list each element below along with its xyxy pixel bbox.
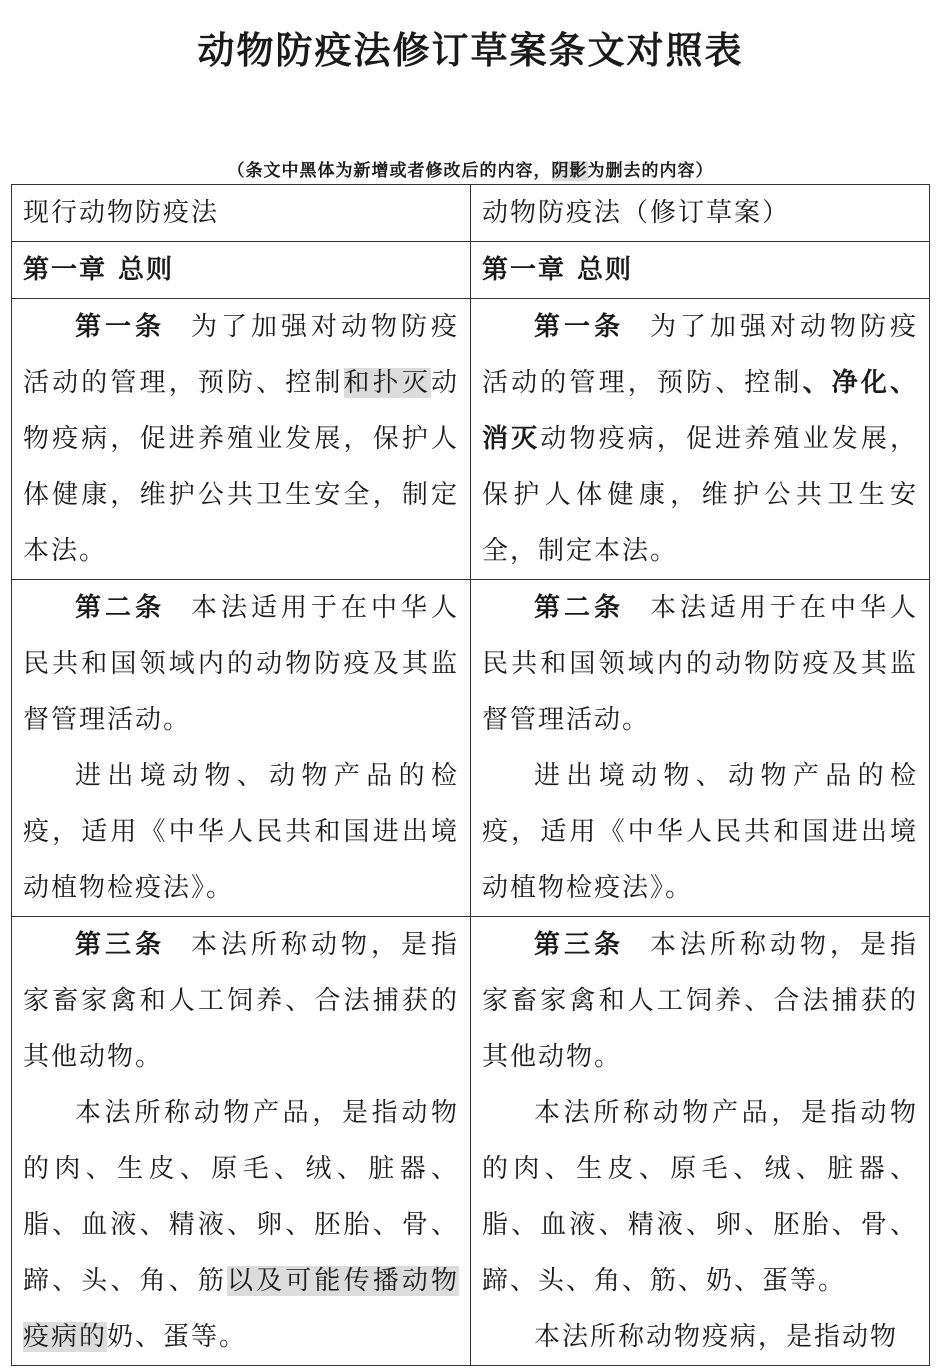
column-header-row <box>12 185 930 242</box>
article-2-draft-para-2: 进出境动物、动物产品的检疫，适用《中华人民共和国进出境动植物检疫法》。 <box>482 761 918 903</box>
article-3-draft-para-2: 本法所称动物产品，是指动物的肉、生皮、原毛、绒、脏器、脂、血液、精液、卵、胚胎、骨、蹄、头、角、筋、奶、蛋等。 <box>482 1098 918 1296</box>
comparison-table <box>11 184 930 1366</box>
article-2-draft-para-1 <box>482 580 918 748</box>
article-text: 本法所称动物，是指家畜家禽和人工饲养、合法捕获的其他动物。 <box>482 930 918 1072</box>
article-3-draft-para-1 <box>482 917 918 1085</box>
article-1-current <box>12 299 471 580</box>
article-label: 第二条 <box>75 593 165 623</box>
article-3-current-para-2 <box>23 1085 459 1365</box>
article-text: 为了加强对动物防疫活动的管理，预防、控制 <box>23 312 459 398</box>
article-text: 为了加强对动物防疫活动的管理，预防、控制 <box>482 312 918 398</box>
article-row-1 <box>12 299 930 580</box>
article-2-current-para-1 <box>23 580 459 748</box>
chapter-row <box>12 242 930 299</box>
article-row-3 <box>12 917 930 1366</box>
deleted-text: 和扑灭 <box>343 368 431 398</box>
article-text: 动物疫病，促进养殖业发展，保护人体健康，维护公共卫生安全，制定本法。 <box>23 368 459 566</box>
chapter-title-current: 第一章 总则 <box>12 242 471 299</box>
article-2-current-para-2: 进出境动物、动物产品的检疫，适用《中华人民共和国进出境动植物检疫法》。 <box>23 761 459 903</box>
article-3-current-para-1 <box>23 917 459 1085</box>
article-row-2 <box>12 580 930 917</box>
legend-note-shaded: 阴影 <box>551 161 588 181</box>
legend-note-start: （条文中黑体为新增或者修改后的内容， <box>227 161 552 181</box>
column-header-current: 现行动物防疫法 <box>12 185 471 242</box>
legend-note <box>0 156 941 181</box>
article-label: 第一条 <box>534 312 624 342</box>
article-3-draft-para-3: 本法所称动物疫病，是指动物 <box>534 1322 899 1352</box>
article-text: 本法所称动物，是指家畜家禽和人工饲养、合法捕获的其他动物。 <box>23 930 459 1072</box>
deleted-text: 以及可能传播动物疫病的 <box>23 1266 459 1352</box>
article-label: 第二条 <box>534 593 624 623</box>
article-3-current <box>12 917 471 1366</box>
legend-note-end: 为删去的内容） <box>587 161 714 181</box>
article-label: 第一条 <box>75 312 165 342</box>
article-1-draft-text <box>482 299 918 579</box>
page-title: 动物防疫法修订草案条文对照表 <box>197 29 744 72</box>
column-header-draft: 动物防疫法（修订草案） <box>471 185 930 242</box>
article-2-draft <box>471 580 930 917</box>
article-2-current <box>12 580 471 917</box>
added-text: 、净化、消灭 <box>482 368 918 454</box>
article-3-draft <box>471 917 930 1366</box>
article-text: 本法适用于在中华人民共和国领域内的动物防疫及其监督管理活动。 <box>482 593 918 735</box>
article-label: 第三条 <box>75 930 165 960</box>
article-text: 奶、蛋等。 <box>107 1322 248 1352</box>
article-1-draft <box>471 299 930 580</box>
article-text: 本法适用于在中华人民共和国领域内的动物防疫及其监督管理活动。 <box>23 593 459 735</box>
article-label: 第三条 <box>534 930 624 960</box>
article-text: 本法所称动物产品，是指动物的肉、生皮、原毛、绒、脏器、脂、血液、精液、卵、胚胎、骨、蹄、头、角、筋 <box>23 1098 459 1296</box>
chapter-title-draft: 第一章 总则 <box>471 242 930 299</box>
article-1-current-text <box>23 299 459 579</box>
article-text: 动物疫病，促进养殖业发展，保护人体健康，维护公共卫生安全，制定本法。 <box>482 424 918 566</box>
